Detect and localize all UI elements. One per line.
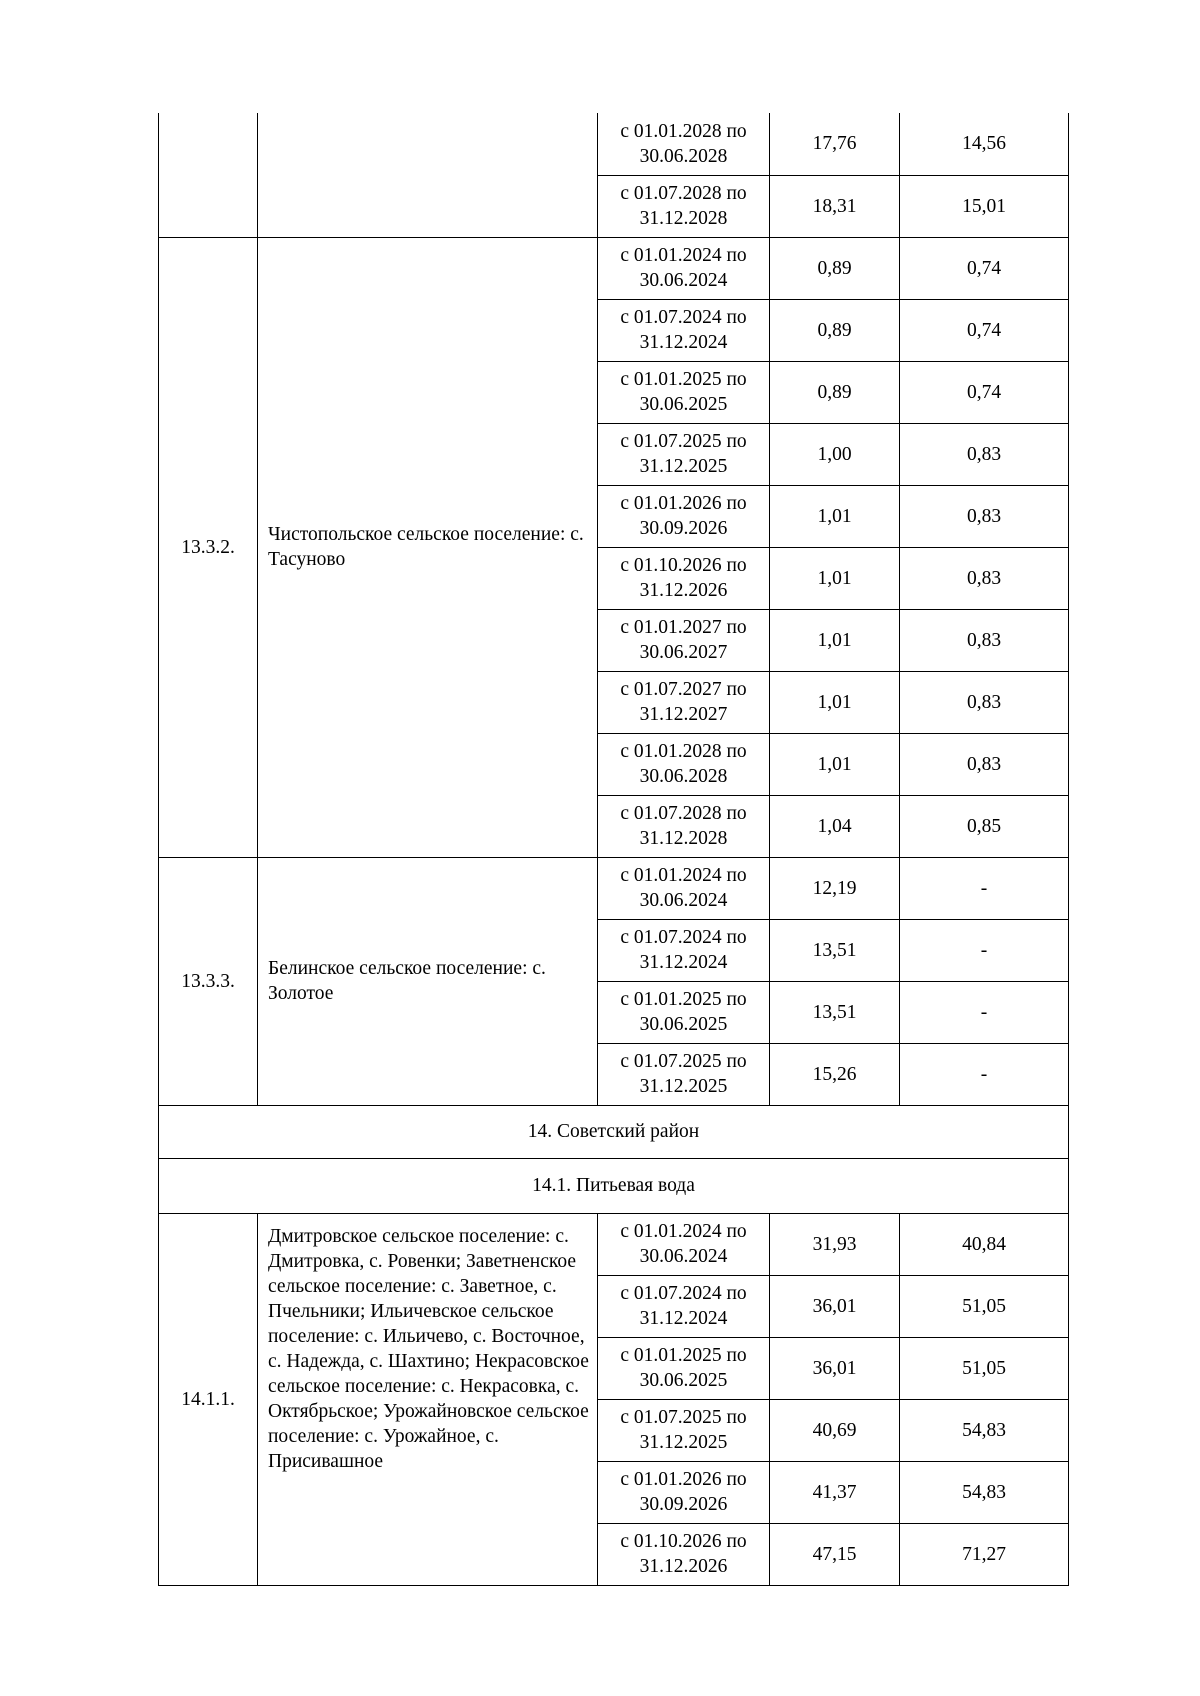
period-from: с 01.01.2025 по: [620, 1345, 747, 1366]
period-to: 31.12.2024: [639, 952, 728, 973]
period-cell: [598, 485, 770, 547]
period-cell: [598, 1213, 770, 1275]
tariff-value-1: 0,89: [770, 361, 900, 423]
tariff-value-2: 71,27: [900, 1523, 1069, 1585]
tariff-value-2: 15,01: [900, 175, 1069, 237]
tariff-value-1: 17,76: [770, 113, 900, 175]
period-to: 30.09.2026: [639, 1494, 728, 1515]
tariff-value-1: 1,01: [770, 547, 900, 609]
tariff-value-1: 1,00: [770, 423, 900, 485]
tariff-value-1: 36,01: [770, 1337, 900, 1399]
tariff-value-2: -: [900, 857, 1069, 919]
group-number-cell: 14.1.1.: [159, 1213, 258, 1585]
period-cell: [598, 175, 770, 237]
section-heading-row: [159, 1105, 1069, 1158]
period-cell: [598, 237, 770, 299]
tariff-value-1: 13,51: [770, 919, 900, 981]
table-row: [159, 857, 1069, 919]
period-cell: [598, 1337, 770, 1399]
period-to: 30.09.2026: [639, 518, 728, 539]
period-cell: [598, 361, 770, 423]
period-cell: [598, 423, 770, 485]
period-to: 31.12.2028: [639, 828, 728, 849]
period-from: с 01.07.2025 по: [620, 1051, 747, 1072]
period-cell: [598, 795, 770, 857]
period-from: с 01.01.2024 по: [620, 245, 747, 266]
tariff-value-2: 0,74: [900, 237, 1069, 299]
period-cell: [598, 857, 770, 919]
period-cell: [598, 1461, 770, 1523]
tariff-value-2: 54,83: [900, 1399, 1069, 1461]
period-to: 30.06.2024: [639, 1246, 728, 1267]
tariff-value-1: 36,01: [770, 1275, 900, 1337]
tariff-value-2: 0,83: [900, 671, 1069, 733]
tariff-value-2: 0,83: [900, 609, 1069, 671]
subsection-heading: 14.1. Питьевая вода: [159, 1158, 1069, 1213]
period-to: 30.06.2028: [639, 766, 728, 787]
tariff-value-2: 51,05: [900, 1275, 1069, 1337]
group-number-cell: [159, 113, 258, 237]
period-to: 30.06.2024: [639, 890, 728, 911]
period-from: с 01.10.2026 по: [620, 1531, 747, 1552]
period-from: с 01.01.2026 по: [620, 1469, 747, 1490]
period-cell: [598, 1043, 770, 1105]
tariff-value-1: 1,01: [770, 733, 900, 795]
period-cell: [598, 299, 770, 361]
tariff-value-1: 1,01: [770, 671, 900, 733]
period-cell: [598, 547, 770, 609]
period-from: с 01.01.2025 по: [620, 369, 747, 390]
tariff-value-2: -: [900, 981, 1069, 1043]
tariff-value-1: 12,19: [770, 857, 900, 919]
tariff-value-2: 40,84: [900, 1213, 1069, 1275]
period-to: 31.12.2026: [639, 1556, 728, 1577]
table-row: [159, 237, 1069, 299]
period-to: 30.06.2025: [639, 1014, 728, 1035]
tariff-value-2: 0,83: [900, 423, 1069, 485]
period-from: с 01.01.2024 по: [620, 1221, 747, 1242]
tariff-value-1: 1,04: [770, 795, 900, 857]
period-from: с 01.07.2025 по: [620, 431, 747, 452]
period-cell: [598, 113, 770, 175]
tariff-value-2: 0,85: [900, 795, 1069, 857]
period-to: 30.06.2025: [639, 394, 728, 415]
period-cell: [598, 609, 770, 671]
period-from: с 01.07.2025 по: [620, 1407, 747, 1428]
section-heading: 14. Советский район: [159, 1105, 1069, 1158]
period-to: 31.12.2025: [639, 456, 728, 477]
period-cell: [598, 671, 770, 733]
tariff-value-2: 0,74: [900, 299, 1069, 361]
tariff-value-1: 13,51: [770, 981, 900, 1043]
group-number-cell: 13.3.2.: [159, 237, 258, 857]
group-name-cell: Белинское сельское поселение: с. Золотое: [258, 857, 598, 1105]
group-number-cell: 13.3.3.: [159, 857, 258, 1105]
tariff-value-2: 14,56: [900, 113, 1069, 175]
period-from: с 01.10.2026 по: [620, 555, 747, 576]
tariff-value-1: 18,31: [770, 175, 900, 237]
tariff-value-2: -: [900, 1043, 1069, 1105]
tariff-value-2: 54,83: [900, 1461, 1069, 1523]
period-from: с 01.07.2027 по: [620, 679, 747, 700]
table-row: [159, 1213, 1069, 1275]
tariff-value-1: 41,37: [770, 1461, 900, 1523]
period-cell: [598, 981, 770, 1043]
group-name-cell: Дмитровское сельское поселение: с. Дмитровка, с. Ровенки; Заветненское сельское поселение: с. Заветное, с. Пчельники; Ильичевское сельское поселение: с. Ильичево, с. Восточное, с. Надежда, с. Шахтино; Некрасовское сельское поселение: с. Некрасовка, с. Октябрьское; Урожайновское сельское поселение: с. Урожайное, с. Присивашное: [258, 1213, 598, 1585]
tariff-value-2: 0,83: [900, 547, 1069, 609]
period-from: с 01.01.2025 по: [620, 989, 747, 1010]
period-to: 31.12.2028: [639, 208, 728, 229]
tariff-value-2: 0,83: [900, 485, 1069, 547]
tariff-value-1: 1,01: [770, 609, 900, 671]
period-from: с 01.07.2024 по: [620, 307, 747, 328]
tariff-table: [158, 113, 1069, 1586]
tariff-value-1: 0,89: [770, 237, 900, 299]
period-cell: [598, 733, 770, 795]
period-from: с 01.01.2026 по: [620, 493, 747, 514]
period-from: с 01.07.2028 по: [620, 183, 747, 204]
period-from: с 01.07.2024 по: [620, 927, 747, 948]
period-from: с 01.01.2028 по: [620, 120, 747, 142]
tariff-value-1: 15,26: [770, 1043, 900, 1105]
tariff-value-2: 0,83: [900, 733, 1069, 795]
subsection-heading-row: [159, 1158, 1069, 1213]
period-from: с 01.07.2024 по: [620, 1283, 747, 1304]
tariff-value-1: 40,69: [770, 1399, 900, 1461]
group-name-cell: Чистопольское сельское поселение: с. Тасуново: [258, 237, 598, 857]
period-to: 31.12.2026: [639, 580, 728, 601]
period-from: с 01.07.2028 по: [620, 803, 747, 824]
group-name-cell: [258, 113, 598, 237]
tariff-value-1: 31,93: [770, 1213, 900, 1275]
period-to: 31.12.2024: [639, 332, 728, 353]
period-cell: [598, 919, 770, 981]
table-row: [159, 113, 1069, 175]
period-to: 30.06.2024: [639, 270, 728, 291]
period-cell: [598, 1275, 770, 1337]
period-from: с 01.01.2024 по: [620, 865, 747, 886]
period-from: с 01.01.2028 по: [620, 741, 747, 762]
tariff-value-1: 1,01: [770, 485, 900, 547]
period-to: 31.12.2027: [639, 704, 728, 725]
period-to: 31.12.2025: [639, 1076, 728, 1097]
tariff-value-2: 0,74: [900, 361, 1069, 423]
period-to: 30.06.2025: [639, 1370, 728, 1391]
period-to: 31.12.2025: [639, 1432, 728, 1453]
period-to: 31.12.2024: [639, 1308, 728, 1329]
tariff-value-2: -: [900, 919, 1069, 981]
tariff-value-2: 51,05: [900, 1337, 1069, 1399]
period-to: 30.06.2028: [639, 145, 728, 167]
tariff-value-1: 0,89: [770, 299, 900, 361]
period-to: 30.06.2027: [639, 642, 728, 663]
period-cell: [598, 1399, 770, 1461]
period-cell: [598, 1523, 770, 1585]
tariff-value-1: 47,15: [770, 1523, 900, 1585]
period-from: с 01.01.2027 по: [620, 617, 747, 638]
